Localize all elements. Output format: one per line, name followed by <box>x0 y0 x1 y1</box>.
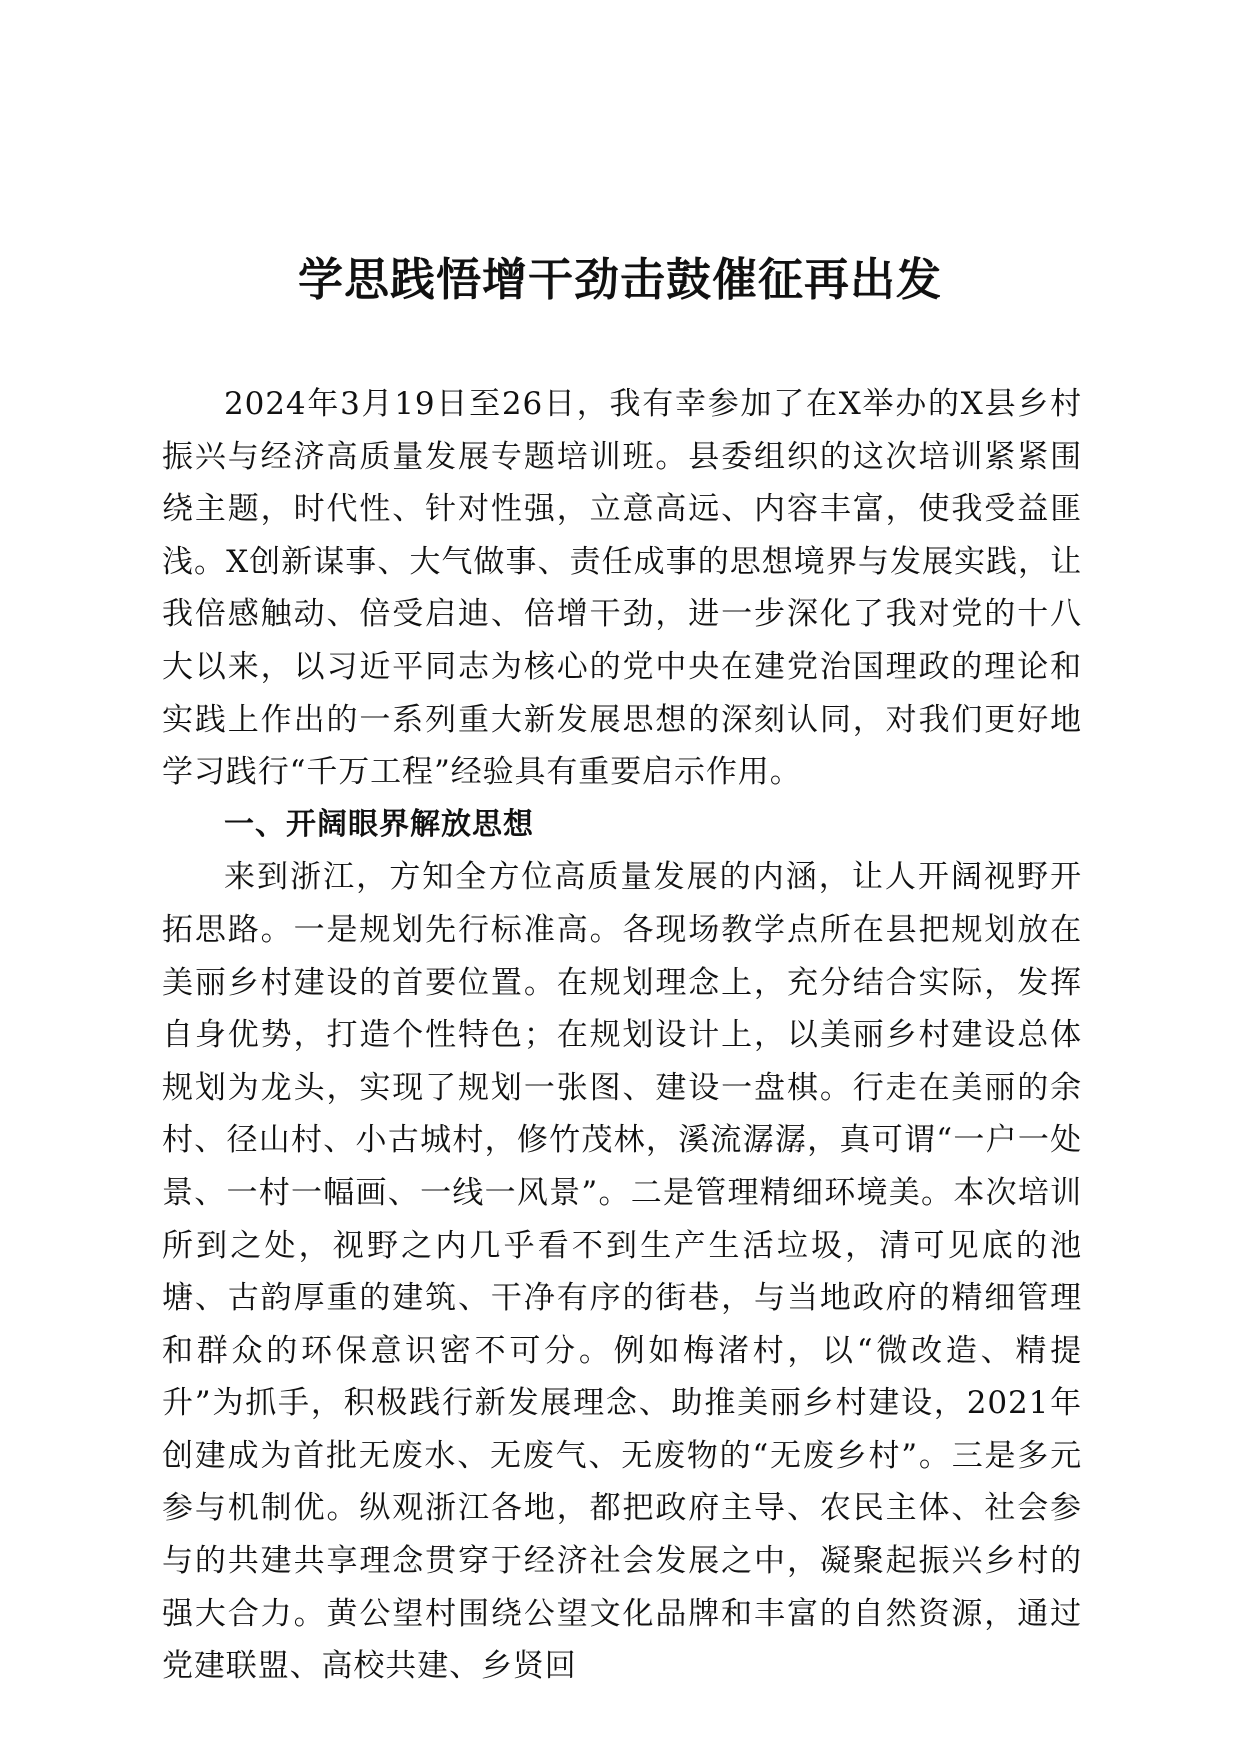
document-body <box>162 378 1082 1693</box>
section-paragraph-1: 来到浙江，方知全方位高质量发展的内涵，让人开阔视野开拓思路。一是规划先行标准高。各现场教学点所在县把规划放在美丽乡村建设的首要位置。在规划理念上，充分结合实际，发挥自身优势，打造个性特色；在规划设计上，以美丽乡村建设总体规划为龙头，实现了规划一张图、建设一盘棋。行走在美丽的余村、径山村、小古城村，修竹茂林，溪流潺潺，真可谓“一户一处景、一村一幅画、一线一风景”。二是管理精细环境美。本次培训所到之处，视野之内几乎看不到生产生活垃圾，清可见底的池塘、古韵厚重的建筑、干净有序的街巷，与当地政府的精细管理和群众的环保意识密不可分。例如梅渚村，以“微改造、精提升”为抓手，积极践行新发展理念、助推美丽乡村建设，2021年创建成为首批无废水、无废气、无废物的“无废乡村”。三是多元参与机制优。纵观浙江各地，都把政府主导、农民主体、社会参与的共建共享理念贯穿于经济社会发展之中，凝聚起振兴乡村的强大合力。黄公望村围绕公望文化品牌和丰富的自然资源，通过党建联盟、高校共建、乡贤回 <box>162 859 1082 1685</box>
section-heading-1: 一、开阔眼界解放思想 <box>224 806 534 842</box>
intro-paragraph: 2024年3月19日至26日，我有幸参加了在X举办的X县乡村振兴与经济高质量发展专题培训班。县委组织的这次培训紧紧围绕主题，时代性、针对性强，立意高远、内容丰富，使我受益匪浅。X创新谋事、大气做事、责任成事的思想境界与发展实践，让我倍感触动、倍受启迪、倍增干劲，进一步深化了我对党的十八大以来，以习近平同志为核心的党中央在建党治国理政的理论和实践上作出的一系列重大新发展思想的深刻认同，对我们更好地学习践行“千万工程”经验具有重要启示作用。 <box>162 386 1082 791</box>
page-title: 学思践悟增干劲击鼓催征再出发 <box>297 253 942 306</box>
